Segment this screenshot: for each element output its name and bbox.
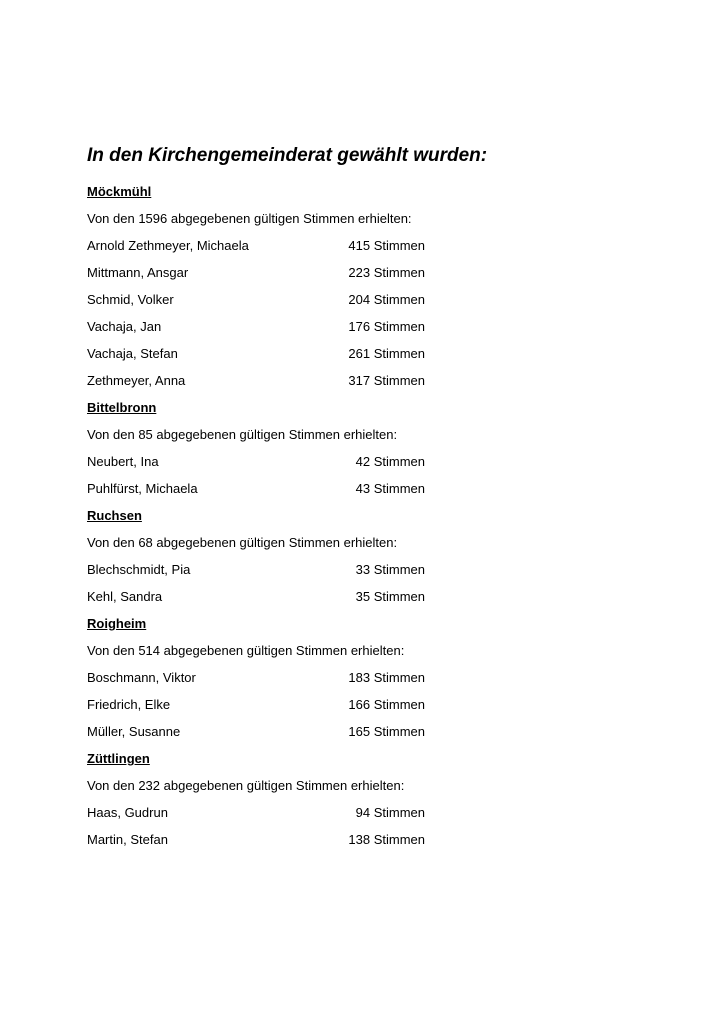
section-intro: Von den 85 abgegebenen gültigen Stimmen erhielten: — [87, 427, 398, 442]
candidate-row — [87, 583, 647, 610]
section-heading: Ruchsen — [87, 508, 142, 523]
candidate-name: Boschmann, Viktor — [87, 670, 196, 685]
candidate-row — [87, 286, 647, 313]
section-intro: Von den 1596 abgegebenen gültigen Stimmen erhielten: — [87, 211, 412, 226]
candidate-name: Haas, Gudrun — [87, 805, 168, 820]
candidate-name: Martin, Stefan — [87, 832, 168, 847]
candidate-row — [87, 799, 647, 826]
candidate-votes: 415 Stimmen — [348, 238, 425, 253]
candidate-votes: 35 Stimmen — [355, 589, 425, 604]
candidate-name: Mittmann, Ansgar — [87, 265, 189, 280]
candidate-row — [87, 340, 647, 367]
candidate-votes: 317 Stimmen — [348, 373, 425, 388]
candidate-votes: 165 Stimmen — [348, 724, 425, 739]
candidate-name: Blechschmidt, Pia — [87, 562, 191, 577]
candidate-row — [87, 475, 647, 502]
candidate-row — [87, 259, 647, 286]
section-ruchsen — [87, 502, 647, 610]
section-bittelbronn — [87, 394, 647, 502]
section-intro: Von den 514 abgegebenen gültigen Stimmen erhielten: — [87, 643, 405, 658]
section-heading: Roigheim — [87, 616, 147, 631]
document-title: In den Kirchengemeinderat gewählt wurden: — [87, 145, 488, 166]
candidate-votes: 138 Stimmen — [348, 832, 425, 847]
section-heading: Möckmühl — [87, 184, 152, 199]
document-page — [87, 140, 647, 853]
candidate-votes: 33 Stimmen — [355, 562, 425, 577]
section-heading: Bittelbronn — [87, 400, 157, 415]
candidate-name: Schmid, Volker — [87, 292, 174, 307]
candidate-votes: 223 Stimmen — [348, 265, 425, 280]
candidate-row — [87, 718, 647, 745]
candidate-row — [87, 664, 647, 691]
candidate-votes: 261 Stimmen — [348, 346, 425, 361]
section-intro: Von den 68 abgegebenen gültigen Stimmen erhielten: — [87, 535, 398, 550]
candidate-row — [87, 448, 647, 475]
section-heading: Züttlingen — [87, 751, 150, 766]
candidate-row — [87, 367, 647, 394]
candidate-name: Müller, Susanne — [87, 724, 181, 739]
candidate-name: Arnold Zethmeyer, Michaela — [87, 238, 249, 253]
candidate-votes: 166 Stimmen — [348, 697, 425, 712]
candidate-votes: 94 Stimmen — [355, 805, 425, 820]
candidate-row — [87, 232, 647, 259]
candidate-row — [87, 556, 647, 583]
candidate-votes: 42 Stimmen — [355, 454, 425, 469]
section-roigheim — [87, 610, 647, 745]
candidate-votes: 43 Stimmen — [355, 481, 425, 496]
candidate-name: Neubert, Ina — [87, 454, 159, 469]
candidate-row — [87, 826, 647, 853]
candidate-votes: 204 Stimmen — [348, 292, 425, 307]
candidate-votes: 176 Stimmen — [348, 319, 425, 334]
candidate-name: Zethmeyer, Anna — [87, 373, 186, 388]
section-zuettlingen — [87, 745, 647, 853]
section-intro: Von den 232 abgegebenen gültigen Stimmen erhielten: — [87, 778, 405, 793]
candidate-name: Kehl, Sandra — [87, 589, 163, 604]
candidate-name: Vachaja, Jan — [87, 319, 162, 334]
candidate-name: Friedrich, Elke — [87, 697, 171, 712]
candidate-name: Puhlfürst, Michaela — [87, 481, 198, 496]
candidate-name: Vachaja, Stefan — [87, 346, 178, 361]
section-moeckmuehl — [87, 178, 647, 394]
candidate-row — [87, 691, 647, 718]
candidate-votes: 183 Stimmen — [348, 670, 425, 685]
candidate-row — [87, 313, 647, 340]
